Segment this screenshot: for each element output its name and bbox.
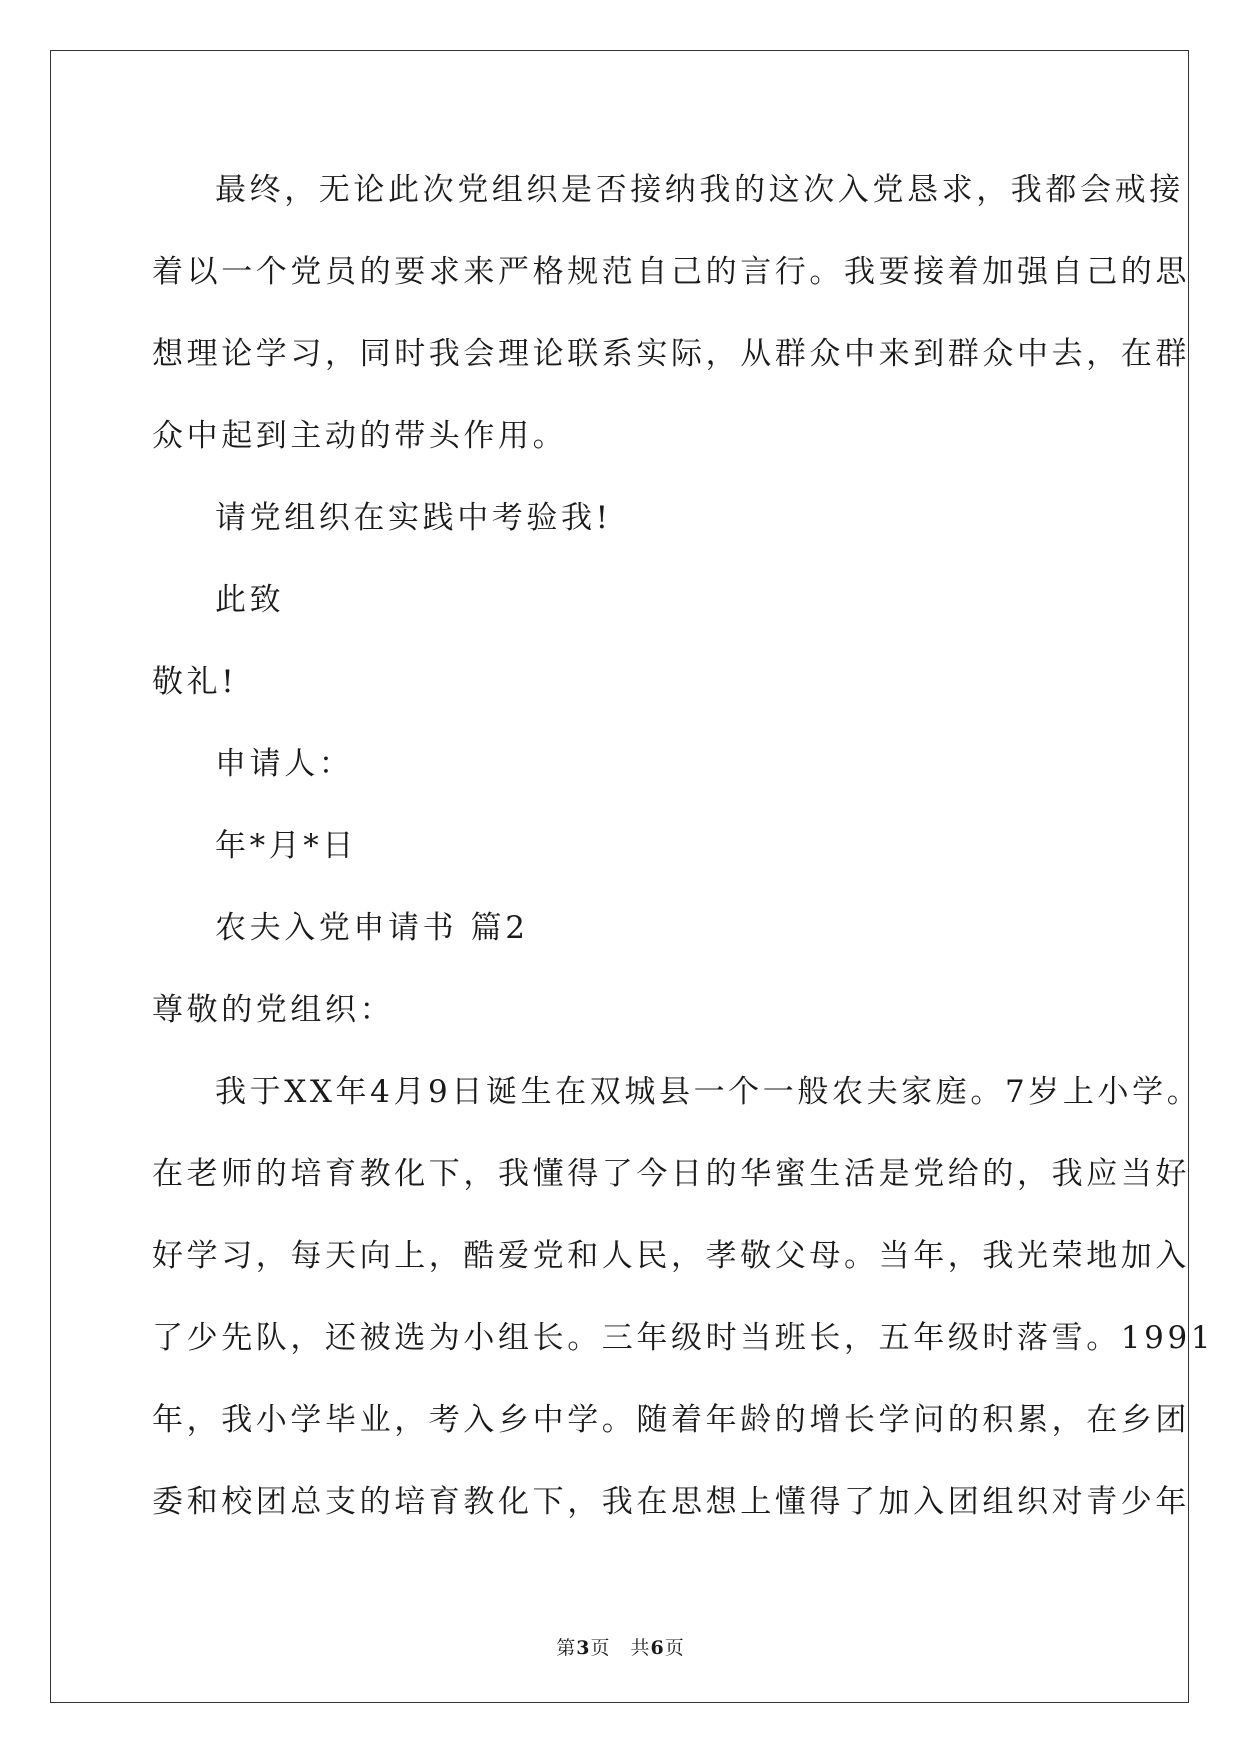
total-prefix: 共 <box>630 1637 651 1659</box>
total-page-count: 6 <box>650 1637 665 1659</box>
paragraph-line: 众中起到主动的带头作用。 <box>152 418 568 454</box>
paragraph-line: 了少先队，还被选为小组长。三年级时当班长，五年级时落雪。1991 <box>152 1320 1215 1356</box>
current-page-number: 3 <box>576 1637 591 1659</box>
total-suffix: 页 <box>664 1637 685 1659</box>
paragraph-line: 委和校团总支的培育教化下，我在思想上懂得了加入团组织对青少年 <box>152 1484 1190 1520</box>
page-prefix: 第 <box>556 1637 577 1659</box>
letter-greeting: 尊敬的党组织： <box>152 992 395 1028</box>
closing-salutation: 此致 <box>215 582 285 618</box>
paragraph-line: 想理论学习，同时我会理论联系实际，从群众中来到群众中去，在群 <box>152 336 1190 372</box>
closing-regards: 敬礼! <box>152 664 238 700</box>
paragraph-line: 好学习，每天向上，酷爱党和人民，孝敬父母。当年，我光荣地加入 <box>152 1238 1190 1274</box>
document-body <box>152 160 1215 1554</box>
paragraph-line: 年，我小学毕业，考入乡中学。随着年龄的增长学问的积累，在乡团 <box>152 1402 1190 1438</box>
paragraph-line: 请党组织在实践中考验我! <box>215 500 612 536</box>
paragraph-line: 着以一个党员的要求来严格规范自己的言行。我要接着加强自己的思 <box>152 254 1190 290</box>
date-line: 年*月*日 <box>215 828 357 864</box>
section-heading: 农夫入党申请书 篇2 <box>215 910 529 946</box>
page-footer <box>0 1633 1241 1660</box>
paragraph-line: 在老师的培育教化下，我懂得了今日的华蜜生活是党给的，我应当好 <box>152 1156 1190 1192</box>
paragraph-line: 我于XX年4月9日诞生在双城县一个一般农夫家庭。7岁上小学。 <box>215 1074 1202 1110</box>
paragraph-line: 最终，无论此次党组织是否接纳我的这次入党恳求，我都会戒接 <box>215 172 1184 208</box>
page-suffix: 页 <box>590 1637 611 1659</box>
applicant-label: 申请人： <box>215 746 354 782</box>
